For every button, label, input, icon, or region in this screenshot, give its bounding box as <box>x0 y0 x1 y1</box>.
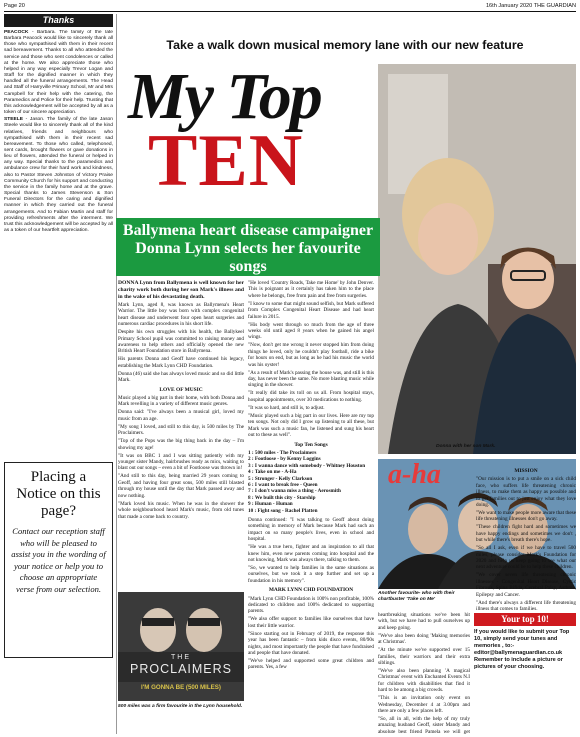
article-paragraph: "He was a true hero, fighter and an inspiration to all that knew him, even new parents coming into hospital and the not knowing, Mark was always there, talking to them. <box>248 544 374 563</box>
article-paragraph: Donna (46) said she has always loved music and so did little Mark. <box>118 370 244 384</box>
notice-heading: Placing a Notice on this page? <box>16 469 101 519</box>
album-song: I'M GONNA BE (500 MILES) <box>141 684 221 691</box>
subhead-foundation: MARK LYNN CHD FOUNDATION <box>268 587 354 594</box>
article-paragraph: "I know to some that might sound selfish, but Mark suffered from Complex Congenital Heart Disease and had heart failure in 2015. <box>248 300 374 320</box>
article-column-3 <box>378 612 470 734</box>
article-paragraph: Mark Lynn, aged 8, was known as Ballymena's Heart Warrior. The little boy was born with complex congenital heart disease and underwent four open heart surgeries and numerous cardiac procedures in his short life. <box>118 301 244 328</box>
subhead-mission: MISSION <box>514 468 538 474</box>
article-paragraph: "His body went through so much from the age of three weeks old until aged 8 years when he gained his angel wings. <box>248 321 374 341</box>
caption-aha: Another favourite- who with their chartbuster 'Take on Me' <box>378 591 455 602</box>
article-paragraph: "Music played such a big part in our lives. Here are my top ten songs. Not only did I grow up listening to all these, but Mark was such a music fan, he listened and sung his heart out to these as well". <box>248 412 374 439</box>
ten-logo: TEN <box>148 120 304 202</box>
article-paragraph: "Since starting out in February of 2019, the response this year has been fantastic – from kids disco events, 80/90s nights, and most importantly the people that have fundraised and people that have donated. <box>248 630 374 657</box>
article-paragraph: "As a result of Mark's passing the house was, and still is this day, has never been the same. No more blasting music while singing in the shower. <box>248 369 374 389</box>
article-column-4 <box>476 465 576 611</box>
aha-logo: a-ha <box>388 459 441 490</box>
proclaimers-album-cover <box>118 592 244 701</box>
article-paragraph: "Our mission is to put a smile on a sick child face, who suffers life threatening chronic illness, to make them as happy as possible and to get families out to just enjoy what they love doing. <box>476 476 576 509</box>
photo-donna-and-mark <box>378 64 576 454</box>
article-lead: DONNA Lynn from Ballymena is well known for her charity work both during her son Mark's illness and in the wake of his devastating death. <box>118 280 244 300</box>
article-paragraph: "My song I loved, and still to this day, is 500 miles by The Proclaimers. <box>118 423 244 437</box>
article-paragraph: "It was so hard, and still is, to adjust. <box>248 404 325 411</box>
top-ten-item: 5 : Stronger - Kelly Clarkson <box>248 475 313 482</box>
article-paragraph: "So, all in all, with the help of my truly amazing husband Geoff, sister Mandy and absolute best friend Pamela we will get <box>378 716 470 734</box>
headline-banner: Ballymena heart disease campaigner Donna Lynn selects her favourite songs <box>116 218 380 276</box>
caption-donna: Donna with her son Mark. <box>436 444 496 449</box>
top-ten-item: 10 : Fight song - Rachel Platten <box>248 507 318 514</box>
article-paragraph: "So, we wanted to help families in the same situations as ourselves, but we took it a step further and set up a foundation in his memory". <box>248 565 374 584</box>
top-ten-item: 9 : Human - Human <box>248 501 293 508</box>
photo-illustration <box>378 64 576 454</box>
article-column-2 <box>248 280 374 735</box>
article-paragraph: Despite his own struggles with his health, the Ballykeel Primary School pupil was committed to raising money and awareness to help others and officially opened the new British Heart Foundation store in Ballymena. <box>118 329 244 355</box>
top-ten-item: 4 : Take on me - A-Ha <box>248 469 297 476</box>
article-paragraph: heartbreaking situations we've been hit with, but we have had to pull ourselves up and keep going. <box>378 612 470 631</box>
article-paragraph: "We cover seven life threatening chronic illnesses - Congenital Heart Disease, Cystic Fibrosis, Spina Bifida, Cerebral Palsy, Asthma, Epilepsy and Cancer. <box>476 572 576 598</box>
notice-body: Contact our reception staff who will be pleased to assist you in the wording of your notice or help you to choose an appropriate verse from our selection. <box>11 526 106 594</box>
thanks-notices <box>4 30 113 460</box>
article-paragraph: "We also offer support to families like ourselves that have lost their little warrior. <box>248 616 374 629</box>
notice-box <box>4 462 113 658</box>
your-top10-text: If you would like to submit your Top 10, simply send your tunes and memories , to:- editor@ballymenaguardian.co.uk Remember to include a picture or pictures of your choosing. <box>474 629 570 670</box>
column-divider <box>116 14 117 734</box>
header-rule <box>4 11 576 12</box>
top-ten-item: 8 : We built this city - Starship <box>248 494 316 501</box>
thanks-heading: Thanks <box>4 14 113 27</box>
article-paragraph: "We've helped and supported some great children and parents. Yes, a few <box>248 658 374 671</box>
subhead-love-of-music: LOVE OF MUSIC <box>159 386 203 393</box>
article-column-1 <box>118 280 244 588</box>
article-paragraph: Donna continued: "I was talking to Geoff about doing something in memory of Mark because Mark had such an impact on so many people's lives, even in school and hospital. <box>248 516 374 543</box>
my-top-logo: My Top <box>128 60 321 133</box>
article-paragraph: "Mark loved his music. When he was in the shower the whole neighbourhood heard Mark's music, from old tunes that made a come back to country. <box>118 500 244 520</box>
album-title: PROCLAIMERS <box>130 662 232 676</box>
article-paragraph: His parents Donna and Geoff have continued his legacy, establishing the Mark Lynn CHD Foundation. <box>118 356 244 369</box>
top-ten-item: 1 : 500 miles - The Proclaimers <box>248 449 317 456</box>
thanks-entry: PEACOCK - Barbara. The family of the late Barbara Peacock would like to sincerely thank all those who sympathised with them in their recent sad bereavement. Thanks to all who attended the service and those who sent condolences or called at the home. We also appreciate those who helped in any way especially Trevor Logan and Staff for the dignified manner in which they handled all the funeral arrangements. The Head and Staff of Harryville Primary School, Mr and Mrs Campbell for their help with the catering, the Paramedics and Police for their help. Trusting that this acknowledgement will be accepted by all as a token of our sincere appreciation. <box>4 30 113 116</box>
article-paragraph: "And there's always a different life threatening illness that comes to families. <box>476 599 576 611</box>
article-paragraph: "This is an invitation only event on Wednesday, December 4 at 3.00pm and there are only a few places left. <box>378 695 470 715</box>
article-paragraph: Music played a big part in their home, with both Donna and Mark revelling in a variety of different music genres. <box>118 395 244 408</box>
top-ten-item: 7 : I don't wanna miss a thing - Aerosmith <box>248 488 341 495</box>
publication-date: 16th January 2020 THE GUARDIAN <box>485 3 576 9</box>
article-paragraph: "These children fight hard and sometimes we have happy endings and sometimes we don't , but while there's breath there's hope. <box>476 524 576 544</box>
article-paragraph: "He loved 'Country Roads, Take me Home' by John Denver. This is poignant as it certainly has taken him to the place where he belongs, free from pain and free from surgeries. <box>248 280 374 299</box>
article-paragraph: "We want to make people more aware that these life threatening illnesses don't go away. <box>476 510 576 523</box>
article-paragraph: "Now, don't get me wrong it never stopped him from doing things he loved, only he couldn't play football, ride a bike for hours on end, but as long as he had his music the world was his oyster! <box>248 342 374 368</box>
top-ten-item: 6 : I want to break free - Queen <box>248 481 318 488</box>
caption-proclaimers: 500 miles was a firm favourite in the Lynn household. <box>118 704 243 709</box>
album-brand: THE <box>171 654 191 661</box>
top-ten-item: 2 : Footloose - by Kenny Loggins <box>248 456 321 463</box>
article-paragraph: "So all I ask, even if we have to travel 500 miles, please consider Mark's Foundation for 2020 and help us keep going to see what our next adventure could be to help these children. <box>476 545 576 571</box>
your-top10-banner: Your top 10! <box>474 613 576 626</box>
top-ten-item: 3 : I wanna dance with somebody - Whitney Houston <box>248 462 366 469</box>
article-paragraph: "And still to this day, being married 29 years coming to Geoff, and having four great sons, 500 miles still blasted through my house until the day that Mark passed away and now nothing. <box>118 473 244 499</box>
article-paragraph: Donna said: "I've always been a musical girl, loved my music from an age. <box>118 409 244 422</box>
subhead-top-ten: Top Ten Songs <box>294 441 328 448</box>
feature-masthead: Take a walk down musical memory lane with our new feature <box>166 38 524 52</box>
thanks-entry: STEELE - Jason. The family of the late Jason Steele would like to sincerely thank all of the kind relatives, friends and neighbours who sympathised with them in their recent sad bereavement. To those who called, telephoned, sent cards, brought flowers or gave donations in lieu of flowers, attended the funeral or helped in any way. Special thanks to the paramedics and ambulance crew for their hard work and kindness, also to Pastor Steven Johnston of Victory Praise Community Church for his support and conducting the service in the family home and at the grave. Special thanks to James Stevenson & Son Funeral Directors for the caring and dignified manner in which they carried out the funeral arrangements. And to Fabian Martin and staff for providing refreshments after the interment. We trust this acknowledgement will be accepted by all as a token of our heartfelt appreciation. <box>4 117 113 233</box>
article-paragraph: "It really did take its toll on us all. From hospital stays, hospital appointments, over 30 medications to nothing. <box>248 390 374 403</box>
article-paragraph: "Top of the Pops was the big thing back in the day – I'm showing my age! <box>118 438 244 451</box>
page-number: Page 20 <box>4 3 25 9</box>
top-ten-list <box>248 450 374 514</box>
article-paragraph: "At the minute we've supported over 15 families, their warriors and their extra siblings. <box>378 647 470 667</box>
article-paragraph: "Mark Lynn CHD Foundation is 100% non profitable, 100% dedicated to children and 100% dedicated to supporting parents. <box>248 595 374 615</box>
article-paragraph: "It was on BBC 1 and I was sitting patiently with my younger sister Mandy, hairbrushes ready as mics, waiting to blast out our songs – even a bit of Footloose was thrown in! <box>118 452 244 472</box>
article-paragraph: "We've also been doing 'Making memories at Christmas'. <box>378 632 470 646</box>
article-paragraph: "We've also been planning 'A magical Christmas' event with Enchanted Events N.I for children with disabilities that find it hard to be among a big crowds. <box>378 668 470 694</box>
